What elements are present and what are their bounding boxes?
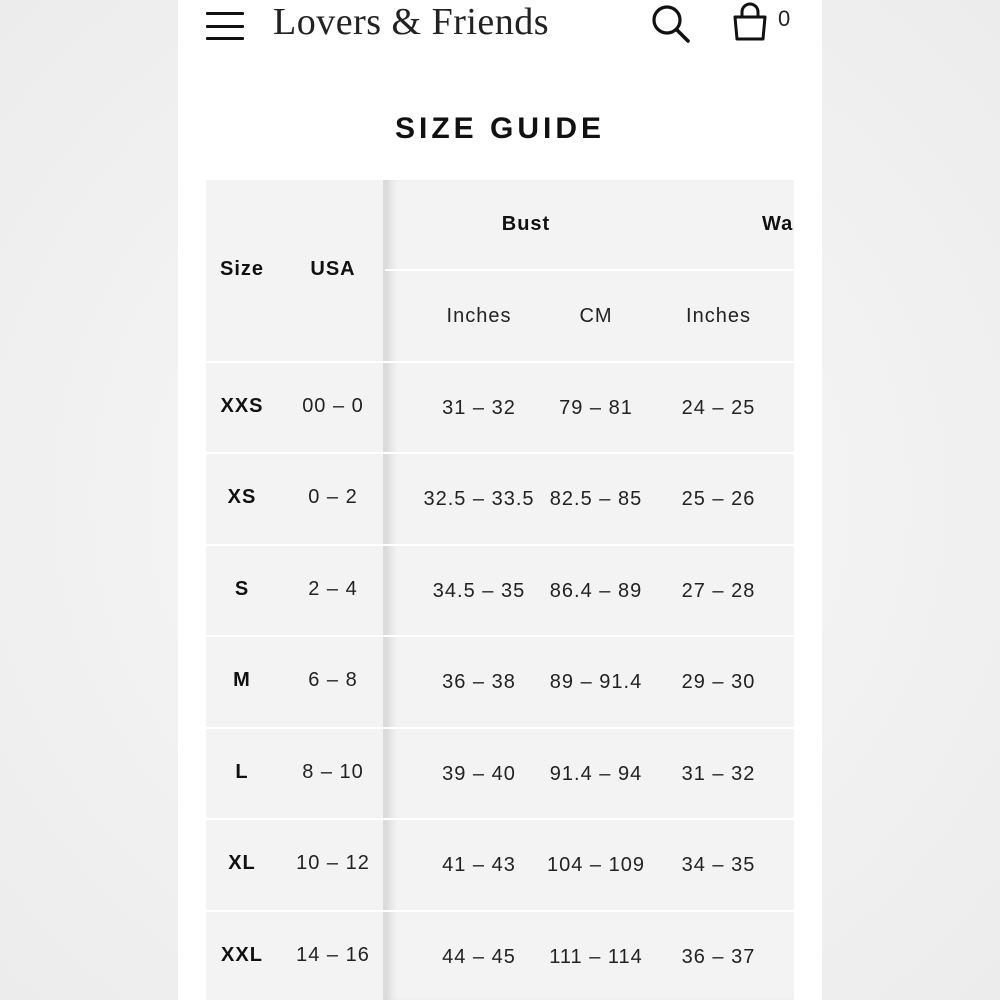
usa-cell: 8 – 10 [302, 761, 364, 783]
hamburger-menu-icon[interactable] [206, 12, 244, 40]
mobile-page [178, 0, 822, 1000]
shopping-bag-icon[interactable] [730, 2, 770, 42]
size-cell: XS [227, 486, 257, 508]
size-cell: M [233, 669, 251, 691]
usa-cell: 14 – 16 [296, 944, 370, 966]
waist-inches-cell: 36 – 37 [681, 946, 756, 968]
row-separator [206, 818, 794, 820]
cart-count-badge: 0 [778, 6, 791, 31]
usa-cell: 0 – 2 [308, 486, 358, 508]
row-separator [206, 544, 794, 546]
row-separator [206, 727, 794, 729]
bust-inches-cell: 36 – 38 [442, 671, 516, 693]
waist-inches-cell: 27 – 28 [681, 580, 756, 602]
bust-cm-cell: 111 – 114 [549, 946, 643, 968]
bust-group-header: Bust [501, 213, 551, 235]
size-cell: S [234, 578, 250, 600]
row-separator [206, 452, 794, 454]
waist-inches-cell: 24 – 25 [681, 397, 756, 419]
bust-cm-cell: 79 – 81 [559, 397, 633, 419]
search-icon[interactable] [650, 3, 692, 45]
size-guide-table[interactable] [206, 180, 794, 1000]
row-separator [385, 269, 794, 271]
size-cell: XL [228, 852, 256, 874]
waist-inches-cell: 34 – 35 [681, 854, 756, 876]
row-separator [206, 361, 794, 363]
usa-cell: 10 – 12 [296, 852, 370, 874]
bust-cm-cell: 82.5 – 85 [549, 488, 643, 510]
bust-inches-header: Inches [446, 305, 512, 327]
bust-cm-cell: 86.4 – 89 [549, 580, 643, 602]
waist-inches-cell: 29 – 30 [681, 671, 756, 693]
size-cell: L [235, 761, 249, 783]
row-separator [206, 910, 794, 912]
page-title: SIZE GUIDE [394, 112, 606, 145]
bust-cm-cell: 89 – 91.4 [549, 671, 643, 693]
usa-column-header: USA [310, 258, 356, 280]
waist-group-header: Wa [762, 213, 794, 235]
waist-inches-cell: 31 – 32 [681, 763, 756, 785]
waist-inches-cell: 25 – 26 [681, 488, 756, 510]
bust-cm-cell: 91.4 – 94 [549, 763, 643, 785]
bust-inches-cell: 41 – 43 [442, 854, 516, 876]
bust-inches-cell: 39 – 40 [442, 763, 516, 785]
usa-cell: 00 – 0 [302, 395, 364, 417]
bust-inches-cell: 31 – 32 [442, 397, 516, 419]
bust-cm-cell: 104 – 109 [547, 854, 645, 876]
size-cell: XXS [220, 395, 264, 417]
brand-logo[interactable]: Lovers & Friends [273, 1, 550, 43]
row-separator [206, 635, 794, 637]
bust-inches-cell: 32.5 – 33.5 [423, 488, 535, 510]
usa-cell: 6 – 8 [308, 669, 358, 691]
size-cell: XXL [221, 944, 263, 966]
bust-inches-cell: 44 – 45 [442, 946, 516, 968]
bust-cm-header: CM [579, 305, 613, 327]
usa-cell: 2 – 4 [308, 578, 358, 600]
bust-inches-cell: 34.5 – 35 [432, 580, 526, 602]
size-column-header: Size [219, 258, 265, 280]
waist-inches-header: Inches [686, 305, 751, 327]
